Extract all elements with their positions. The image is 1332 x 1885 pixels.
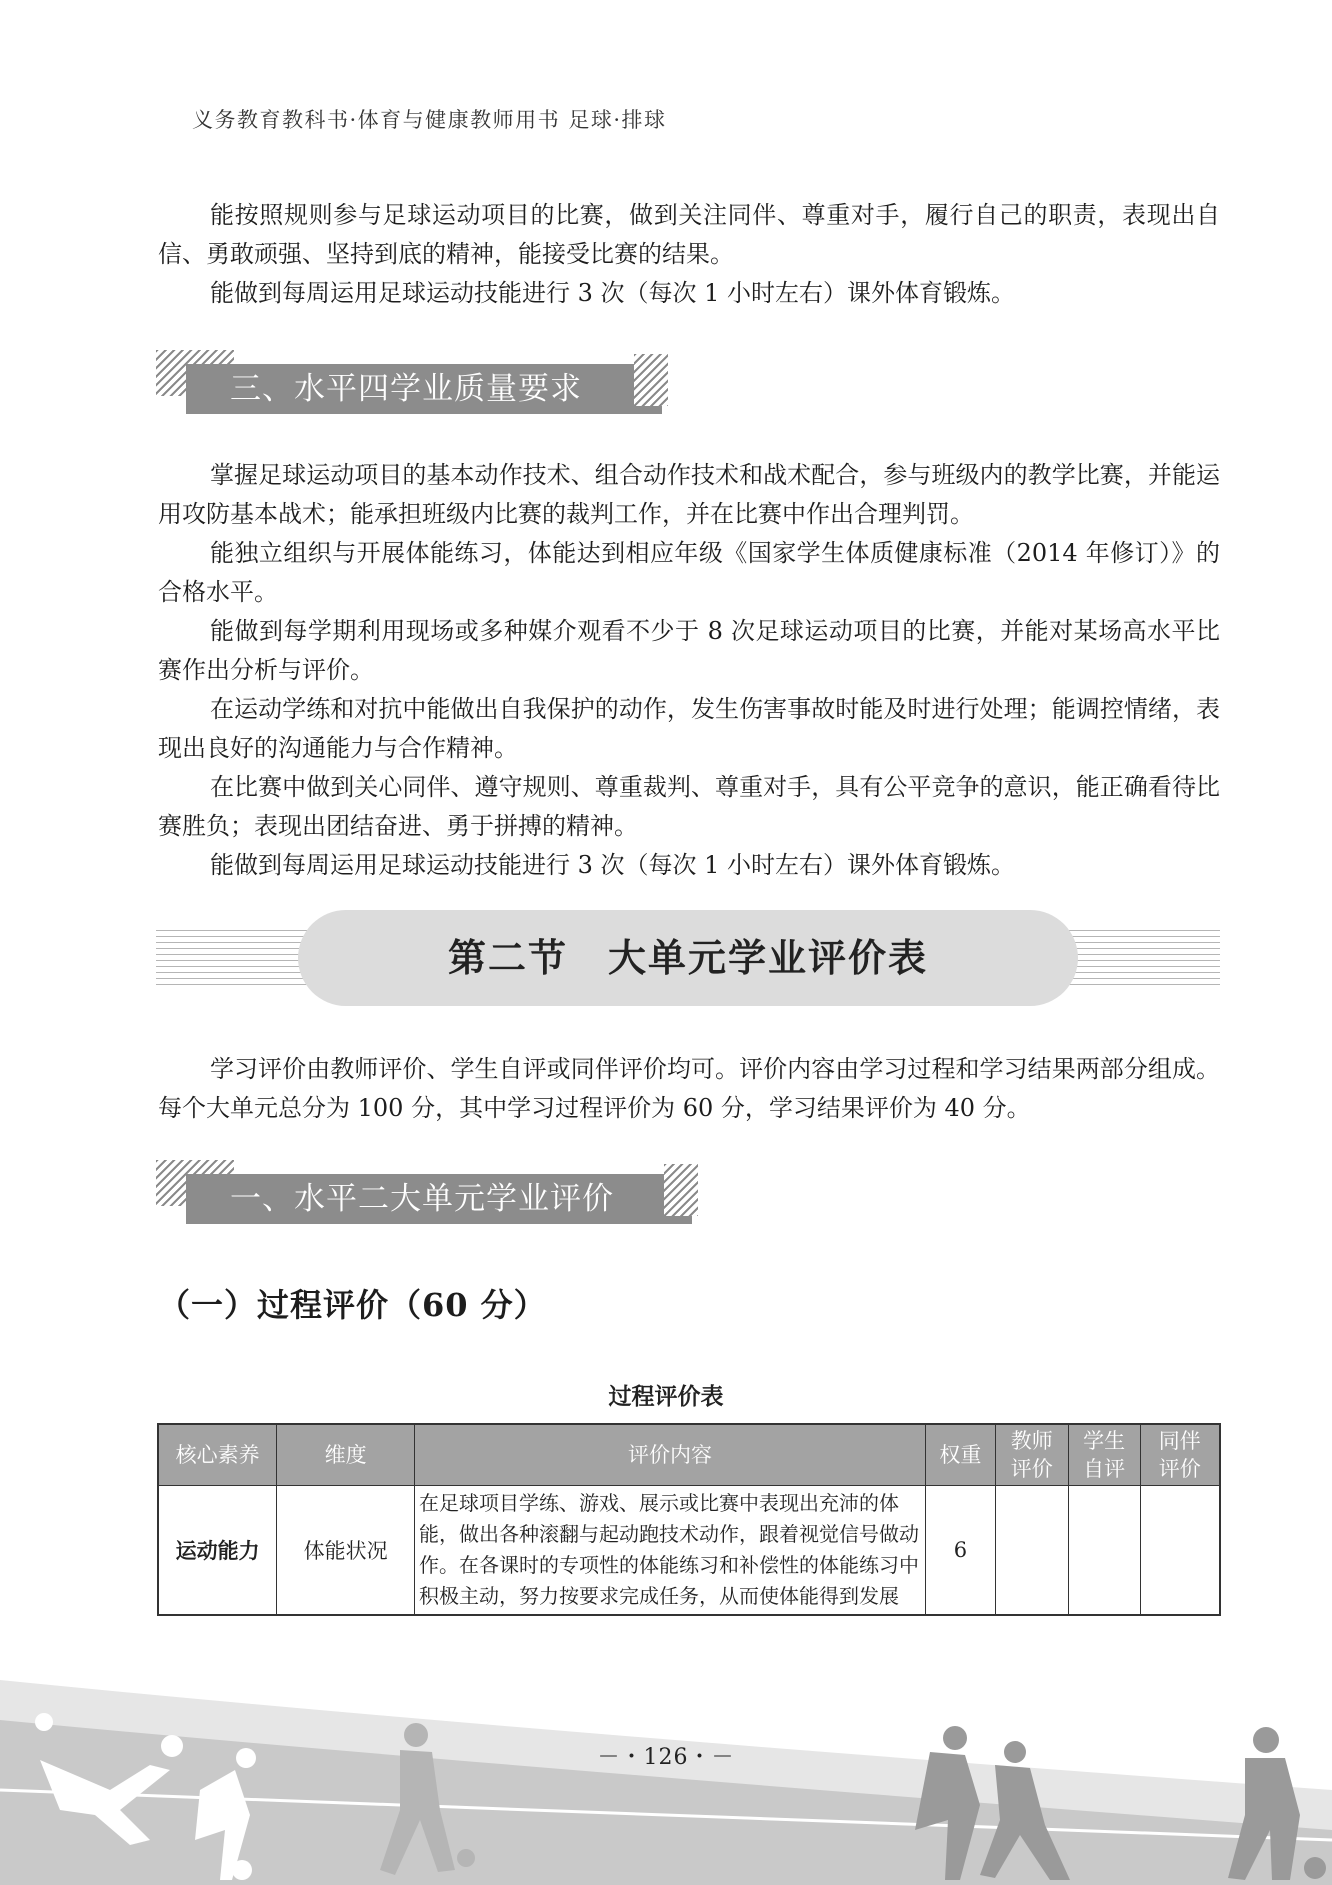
section-banner (156, 1160, 696, 1250)
ball-icon (457, 1849, 475, 1867)
ball-icon (1304, 1857, 1326, 1879)
line-decoration (1060, 930, 1220, 988)
column-header-content: 评价内容 (415, 1424, 926, 1486)
hatch-decoration (664, 1164, 698, 1216)
paragraph: 能做到每学期利用现场或多种媒介观看不少于 8 次足球运动项目的比赛，并能对某场高水平比赛作出分析与评价。 (158, 617, 1220, 684)
column-header-dimension: 维度 (277, 1424, 415, 1486)
paragraph: 能独立组织与开展体能练习，体能达到相应年级《国家学生体质健康标准（2014 年修订）》的合格水平。 (158, 539, 1220, 606)
chapter-title: 第二节 大单元学业评价表 (298, 910, 1078, 1006)
column-header-peer: 同伴 评价 (1140, 1424, 1220, 1486)
column-header-weight: 权重 (925, 1424, 995, 1486)
section-heading: 三、水平四学业质量要求 (186, 364, 662, 414)
cell-teacher-score[interactable] (995, 1486, 1068, 1616)
ball-icon (35, 1713, 53, 1731)
paragraph: 掌握足球运动项目的基本动作技术、组合动作技术和战术配合，参与班级内的教学比赛，并能运用攻防基本战术；能承担班级内比赛的裁判工作，并在比赛中作出合理判罚。 (158, 461, 1220, 528)
sub-heading: （一）过程评价（60 分） (158, 1286, 547, 1324)
line-decoration (156, 930, 316, 988)
cell-content: 在足球项目学练、游戏、展示或比赛中表现出充沛的体能，做出各种滚翻与起动跑技术动作，跟着视觉信号做动作。在各课时的专项性的体能练习和补偿性的体能练习中积极主动，努力按要求完成任务，从而使体能得到发展 (415, 1486, 926, 1616)
paragraph: 能做到每周运用足球运动技能进行 3 次（每次 1 小时左右）课外体育锻炼。 (210, 279, 1016, 307)
cell-dimension: 体能状况 (277, 1486, 415, 1616)
paragraph: 能按照规则参与足球运动项目的比赛，做到关注同伴、尊重对手，履行自己的职责，表现出自信、勇敢顽强、坚持到底的精神，能接受比赛的结果。 (158, 201, 1220, 268)
hatch-decoration (634, 354, 668, 406)
paragraph: 学习评价由教师评价、学生自评或同伴评价均可。评价内容由学习过程和学习结果两部分组成。每个大单元总分为 100 分，其中学习过程评价为 60 分，学习结果评价为 40 分。 (158, 1055, 1220, 1122)
table-caption: 过程评价表 (608, 1384, 724, 1410)
page-number: －・126・－ (597, 1745, 735, 1770)
cell-self-score[interactable] (1068, 1486, 1140, 1616)
chapter-heading-band (156, 910, 1220, 1006)
paragraph: 在比赛中做到关心同伴、遵守规则、尊重裁判、尊重对手，具有公平竞争的意识，能正确看待比赛胜负；表现出团结奋进、勇于拼搏的精神。 (158, 773, 1220, 840)
running-head: 义务教育教科书·体育与健康教师用书 足球·排球 (192, 108, 667, 132)
cell-weight: 6 (925, 1486, 995, 1616)
process-evaluation-table (157, 1423, 1221, 1616)
cell-core: 运动能力 (158, 1486, 277, 1616)
table-header-row (158, 1424, 1220, 1486)
paragraph: 能做到每周运用足球运动技能进行 3 次（每次 1 小时左右）课外体育锻炼。 (210, 851, 1016, 879)
column-header-core: 核心素养 (158, 1424, 277, 1486)
section-banner (156, 350, 668, 440)
table-row (158, 1486, 1220, 1616)
ball-icon (232, 1860, 252, 1880)
section-heading: 一、水平二大单元学业评价 (186, 1174, 692, 1224)
paragraph: 在运动学练和对抗中能做出自我保护的动作，发生伤害事故时能及时进行处理；能调控情绪，表现出良好的沟通能力与合作精神。 (158, 695, 1220, 762)
column-header-self: 学生 自评 (1068, 1424, 1140, 1486)
cell-peer-score[interactable] (1140, 1486, 1220, 1616)
column-header-teacher: 教师 评价 (995, 1424, 1068, 1486)
